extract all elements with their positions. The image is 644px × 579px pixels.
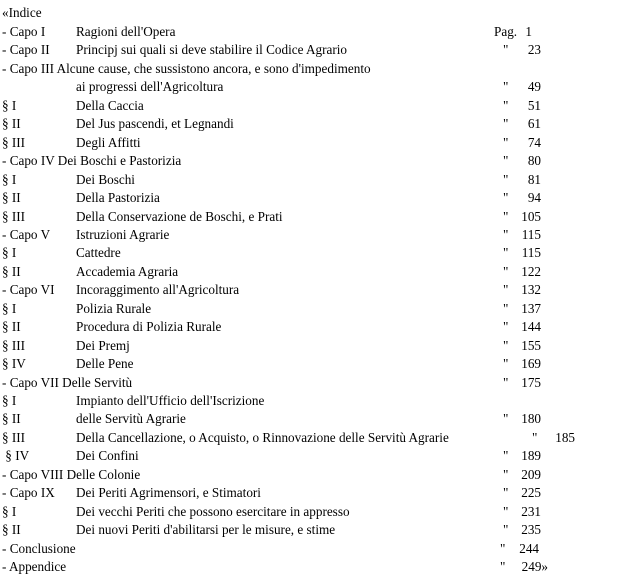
index-row [0,541,644,559]
section-title: Dei Premj [76,337,130,353]
ditto-mark: " [503,116,509,132]
section-label: § III [2,429,26,445]
section-title: Delle Pene [76,356,134,372]
section-title: Dei Periti Agrimensori, e Stimatori [76,485,261,501]
index-row [0,98,644,116]
ditto-mark: " [503,374,509,390]
section-title: Procedura di Polizia Rurale [76,319,222,335]
page-number: 80 [527,153,541,169]
page-number: 175 [521,374,541,390]
ditto-mark: " [503,208,509,224]
section-label: § II [2,411,21,427]
ditto-mark: " [503,42,509,58]
page-number: 122 [521,263,541,279]
page-number: 180 [521,411,541,427]
section-label: § II [2,319,21,335]
section-title: Della Caccia [76,97,144,113]
page-header-label: Pag. [494,24,518,39]
ditto-mark: " [532,429,538,445]
section-label: § I [2,503,17,519]
section-label: - Capo IV Dei Boschi e Pastorizia [2,153,182,169]
index-row [0,301,644,319]
page-number: 169 [521,356,541,372]
index-row [0,393,644,411]
section-title: Degli Affitti [76,134,141,150]
section-label: - Capo VII Delle Servitù [2,374,133,390]
section-label: - Capo VIII Delle Colonie [2,466,141,482]
section-label: § IV [2,356,26,372]
section-label: - Appendice [2,559,67,575]
section-title: Dei Boschi [76,171,135,187]
section-label: § I [2,171,17,187]
section-title: Principj sui quali si deve stabilire il Codice Agrario [76,42,348,58]
page-number: 235 [521,522,541,538]
index-row [0,430,644,448]
section-title: Dei Confini [76,448,139,464]
section-title: Del Jus pascendi, et Legnandi [76,116,234,132]
ditto-mark: " [503,466,509,482]
page-number: 115 [521,226,541,242]
index-row [0,467,644,485]
page-number: 105 [521,208,541,224]
section-title: delle Servitù Agrarie [76,411,186,427]
ditto-mark: " [503,522,509,538]
page-number: 94 [527,190,541,206]
section-title: Della Cancellazione, o Acquisto, o Rinnovazione delle Servitù Agrarie [76,429,449,445]
index-row [0,356,644,374]
section-label: - Capo III Alcune cause, che sussistono ancora, e sono d'impedimento [2,60,371,76]
ditto-mark: " [503,153,509,169]
index-row [0,375,644,393]
page-number: 231 [521,503,541,519]
index-row [0,485,644,503]
index-row [0,227,644,245]
section-label: § IV [2,448,30,464]
index-row [0,209,644,227]
index-row [0,245,644,263]
index-row [0,504,644,522]
index-row [0,24,644,42]
page-number: 189 [521,448,541,464]
page-number: 49 [527,79,541,95]
section-title: Accademia Agraria [76,263,179,279]
page-number: 209 [521,466,541,482]
section-label: § I [2,393,17,408]
ditto-mark: " [503,411,509,427]
section-label: § III [2,337,26,353]
page-number: 74 [527,134,541,150]
section-title: Istruzioni Agrarie [76,226,170,242]
index-row [0,319,644,337]
ditto-mark: " [503,226,509,242]
section-label: - Conclusione [2,540,76,556]
section-label: § III [2,134,26,150]
index-row [0,42,644,60]
section-label: § I [2,245,17,261]
section-label: § I [2,97,17,113]
index-row [0,190,644,208]
section-title: Impianto dell'Ufficio dell'Iscrizione [76,393,265,408]
page-number: 155 [521,337,541,353]
ditto-mark: " [503,356,509,372]
ditto-mark: " [503,485,509,501]
section-title: Cattedre [76,245,121,261]
page-number: 81 [527,171,541,187]
index-row [0,448,644,466]
section-label: - Capo V [2,226,51,242]
index-row [0,338,644,356]
index-row [0,264,644,282]
index-row [0,116,644,134]
ditto-mark: " [503,448,509,464]
section-title: Dei vecchi Periti che possono esercitare in appresso [76,503,350,519]
section-label: - Capo I [2,24,46,39]
page-number: 244 [519,540,539,556]
ditto-mark: " [503,134,509,150]
page-number: 51 [527,97,541,113]
ditto-mark: " [500,559,506,575]
page-number: 185 [555,429,575,445]
ditto-mark: " [503,300,509,316]
page-number: 225 [521,485,541,501]
section-label: - Capo VI [2,282,55,298]
section-label: § II [2,190,21,206]
ditto-mark: " [503,337,509,353]
index-row [0,559,644,577]
page-number: 1 [525,24,532,39]
section-title: Incoraggimento all'Agricoltura [76,282,240,298]
index-row [0,282,644,300]
section-label: § I [2,300,17,316]
section-label: § II [2,116,21,132]
index-row [0,522,644,540]
section-title: Polizia Rurale [76,300,152,316]
section-title: Della Conservazione de Boschi, e Prati [76,208,283,224]
section-title: Dei nuovi Periti d'abilitarsi per le misure, e stime [76,522,336,538]
section-label: § II [2,263,21,279]
index-title [0,5,644,23]
page-number: 23 [527,42,541,58]
section-label: § III [2,208,26,224]
ditto-mark: " [503,282,509,298]
ditto-mark: " [503,97,509,113]
index-row [0,135,644,153]
index-row [0,61,644,79]
page-number: 132 [521,282,541,298]
ditto-mark: " [503,319,509,335]
ditto-mark: " [503,171,509,187]
index-title-text: «Indice [2,5,42,20]
section-title: Della Pastorizia [76,190,160,206]
page-number: 115 [521,245,541,261]
ditto-mark: " [503,503,509,519]
ditto-mark: " [503,190,509,206]
ditto-mark: " [503,79,509,95]
page-number: 61 [527,116,541,132]
ditto-mark: " [500,540,506,556]
index-row [0,172,644,190]
section-label: - Capo II [2,42,50,58]
index-row [0,153,644,171]
ditto-mark: " [503,245,509,261]
page-number: 249» [521,559,548,575]
index-row [0,79,644,97]
section-label: - Capo IX [2,485,55,501]
page-number: 137 [521,300,541,316]
section-title: Ragioni dell'Opera [76,24,176,39]
section-label: § II [2,522,21,538]
index-row [0,411,644,429]
section-title: ai progressi dell'Agricoltura [76,79,224,95]
page-number: 144 [521,319,541,335]
ditto-mark: " [503,263,509,279]
